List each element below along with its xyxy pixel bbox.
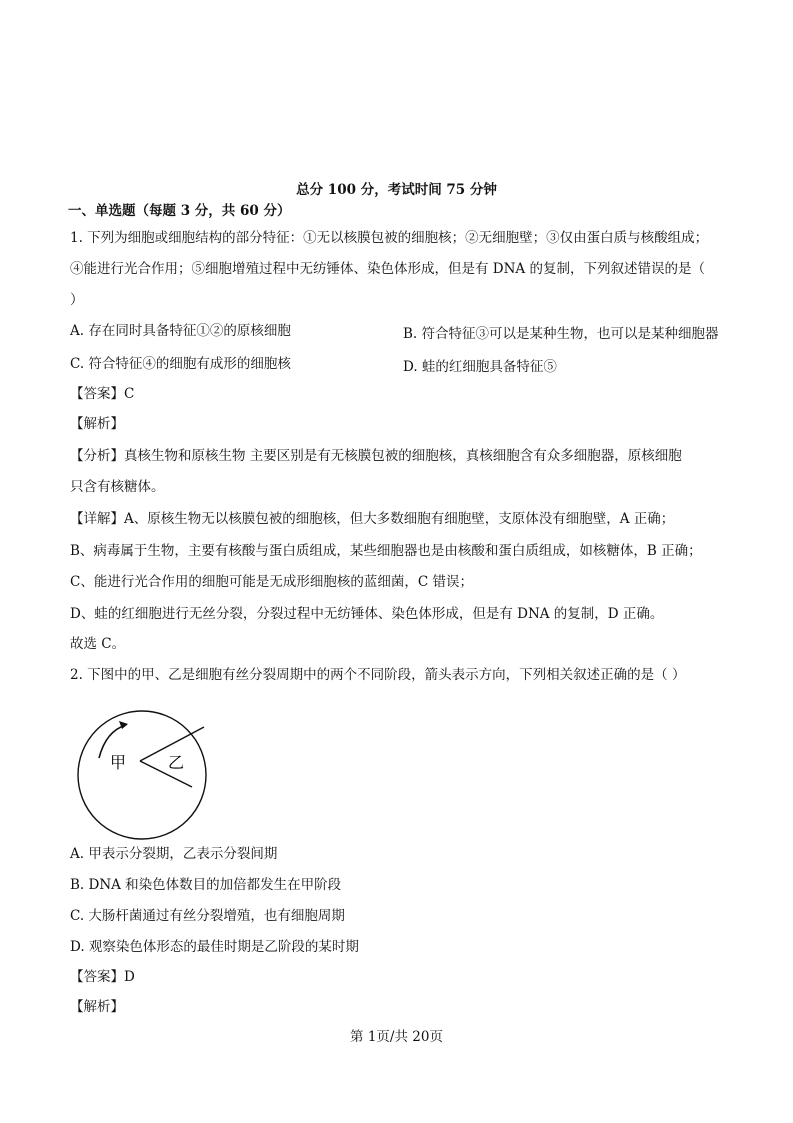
cell-cycle-diagram [72, 703, 212, 848]
q1-option-b: B. 符合特征③可以是某种生物，也可以是某种细胞器 [403, 326, 719, 342]
page-footer: 第 1页/共 20页 [350, 1029, 443, 1045]
q2-option-b: B. DNA 和染色体数目的加倍都发生在甲阶段 [70, 877, 342, 893]
q1-stem-line3: ） [70, 292, 84, 308]
section-title: 一、单选题（每题 3 分，共 60 分） [68, 203, 291, 219]
q1-option-c: C. 符合特征④的细胞有成形的细胞核 [70, 356, 291, 372]
q2-stem: 2. 下图中的甲、乙是细胞有丝分裂周期中的两个不同阶段，箭头表示方向，下列相关叙述正确的是（ ） [70, 667, 686, 683]
q2-option-a: A. 甲表示分裂期，乙表示分裂间期 [70, 846, 278, 862]
label-yi: 乙 [167, 753, 185, 772]
q1-xiangjie-line4: D、蛙的红细胞进行无丝分裂，分裂过程中无纺锤体、染色体形成，但是有 DNA 的复制，D 正确。 [70, 606, 664, 622]
q1-fenxi-line1: 【分析】真核生物和原核生物 主要区别是有无核膜包被的细胞核，真核细胞含有众多细胞器，原核细胞 [70, 448, 682, 464]
q2-answer: 【答案】D [70, 969, 135, 985]
cell-cycle-circle [78, 711, 206, 839]
q1-stem-line1: 1. 下列为细胞或细胞结构的部分特征：①无以核膜包被的细胞核；②无细胞壁；③仅由蛋白质与核酸组成； [70, 230, 709, 246]
q1-option-a: A. 存在同时具备特征①②的原核细胞 [70, 323, 291, 339]
q1-answer: 【答案】C [70, 386, 135, 402]
label-jia: 甲 [109, 753, 127, 772]
q1-xiangjie-line2: B、病毒属于生物，主要有核酸与蛋白质组成，某些细胞器也是由核酸和蛋白质组成，如核糖体，B 正确； [70, 543, 702, 559]
score-line: 总分 100 分，考试时间 75 分钟 [296, 182, 497, 198]
q2-option-d: D. 观察染色体形态的最佳时期是乙阶段的某时期 [70, 939, 359, 955]
q2-option-c: C. 大肠杆菌通过有丝分裂增殖，也有细胞周期 [70, 908, 345, 924]
q1-analysis-title: 【解析】 [70, 416, 124, 432]
q1-conclusion: 故选 C。 [70, 636, 126, 652]
q1-option-d: D. 蛙的红细胞具备特征⑤ [403, 359, 557, 375]
q1-stem-line2: ④能进行光合作用；⑤细胞增殖过程中无纺锤体、染色体形成，但是有 DNA 的复制，下列叙述错误的是（ [70, 261, 705, 277]
sector-line-lower [140, 761, 192, 787]
q1-fenxi-line2: 只含有核糖体。 [70, 479, 165, 495]
q1-xiangjie-line3: C、能进行光合作用的细胞可能是无成形细胞核的蓝细菌，C 错误； [70, 574, 473, 590]
q1-xiangjie-line1: 【详解】A、原核生物无以核膜包被的细胞核，但大多数细胞有细胞壁，支原体没有细胞壁，A 正确； [70, 511, 675, 527]
q2-analysis-title: 【解析】 [70, 999, 124, 1015]
